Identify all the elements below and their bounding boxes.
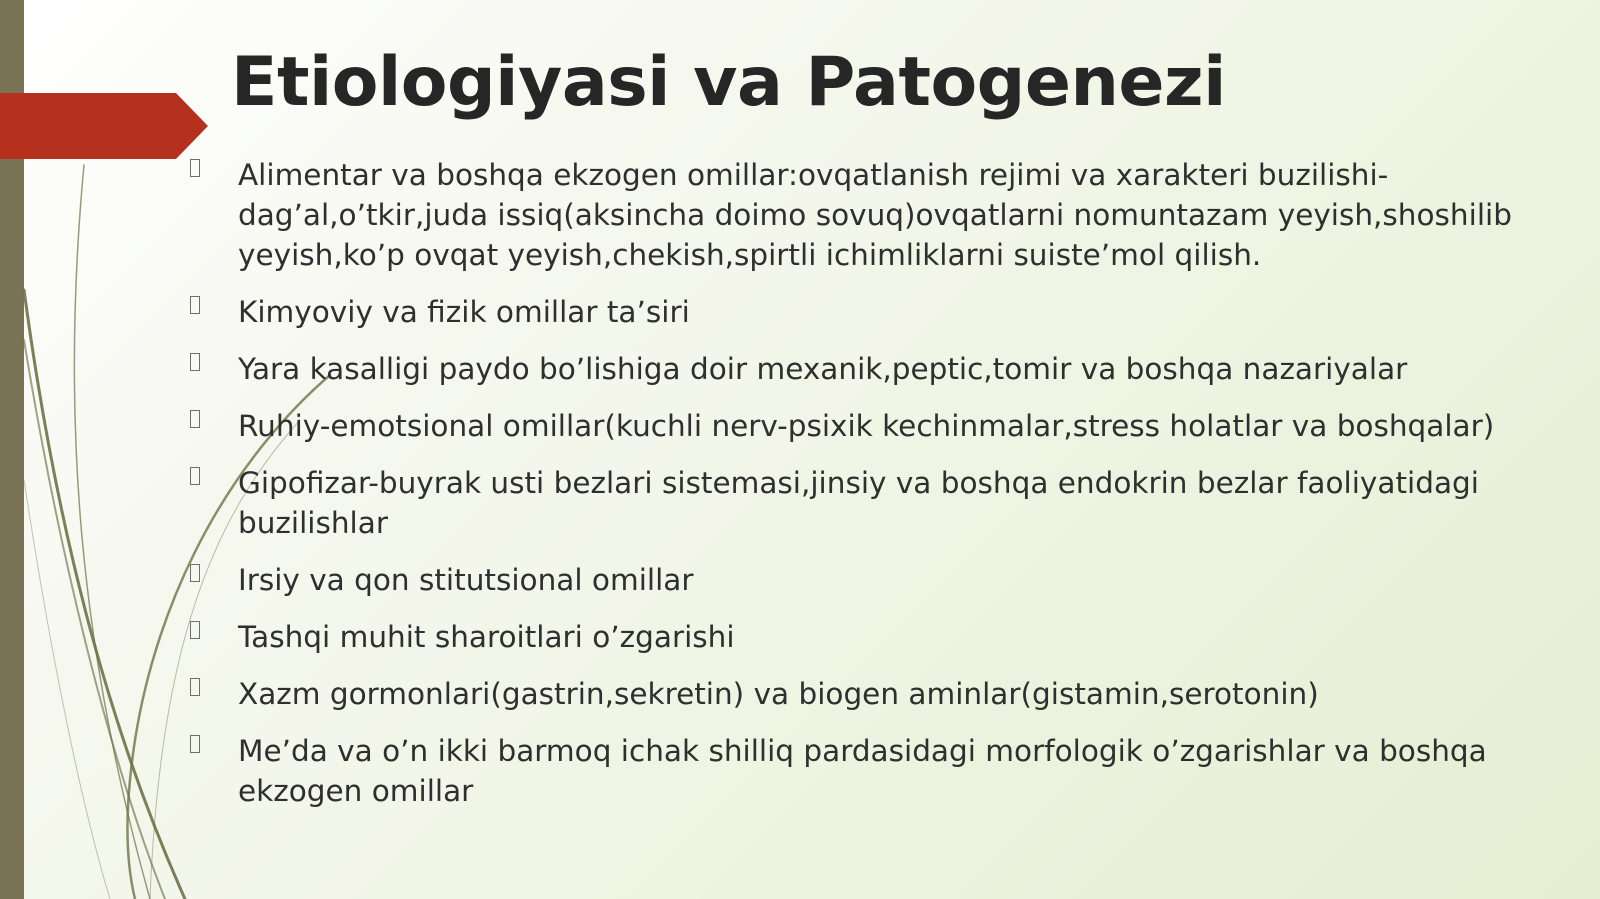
slide-title: Etiologiyasi va Patogenezi	[231, 43, 1226, 122]
unknown-glyph-box-icon	[190, 735, 200, 753]
unknown-glyph-box-icon	[190, 296, 200, 314]
list-item	[190, 292, 1580, 332]
bullet-text: Ruhiy-emotsional omillar(kuchli nerv-psixik kechinmalar,stress holatlar va boshqalar)	[238, 409, 1495, 443]
unknown-glyph-box-icon	[190, 467, 200, 485]
list-item	[190, 560, 1580, 600]
list-item	[190, 731, 1580, 811]
list-item	[190, 349, 1580, 389]
bullet-text: Kimyoviy va fizik omillar ta’siri	[238, 295, 690, 329]
unknown-glyph-box-icon	[190, 353, 200, 371]
bullet-list	[190, 155, 1580, 828]
bullet-text: Tashqi muhit sharoitlari o’zgarishi	[238, 620, 735, 654]
bullet-text: Me’da va o’n ikki barmoq ichak shilliq pardasidagi morfologik o’zgarishlar va boshqa ekzogen omillar	[238, 734, 1487, 808]
bullet-text: Irsiy va qon stitutsional omillar	[238, 563, 694, 597]
bullet-text: Gipofizar-buyrak usti bezlari sistemasi,jinsiy va boshqa endokrin bezlar faoliyatidagi buzilishlar	[238, 466, 1479, 540]
unknown-glyph-box-icon	[190, 621, 200, 639]
title-accent-arrow	[0, 0, 220, 170]
list-item	[190, 463, 1580, 543]
bullet-text: Xazm gormonlari(gastrin,sekretin) va biogen aminlar(gistamin,serotonin)	[238, 677, 1319, 711]
unknown-glyph-box-icon	[190, 678, 200, 696]
list-item	[190, 674, 1580, 714]
unknown-glyph-box-icon	[190, 410, 200, 428]
bullet-text: Alimentar va boshqa ekzogen omillar:ovqatlanish rejimi va xarakteri buzilishi-dag’al,o’tkir,juda issiq(aksincha doimo sovuq)ovqatlarni nomuntazam yeyish,shoshilib yeyish,ko’p ovqat yeyish,chekish,spirtli ichimliklarni suiste’mol qilish.	[238, 158, 1512, 272]
list-item	[190, 406, 1580, 446]
unknown-glyph-box-icon	[190, 159, 200, 177]
bullet-text: Yara kasalligi paydo bo’lishiga doir mexanik,peptic,tomir va boshqa nazariyalar	[238, 352, 1408, 386]
list-item	[190, 617, 1580, 657]
list-item	[190, 155, 1580, 275]
unknown-glyph-box-icon	[190, 564, 200, 582]
